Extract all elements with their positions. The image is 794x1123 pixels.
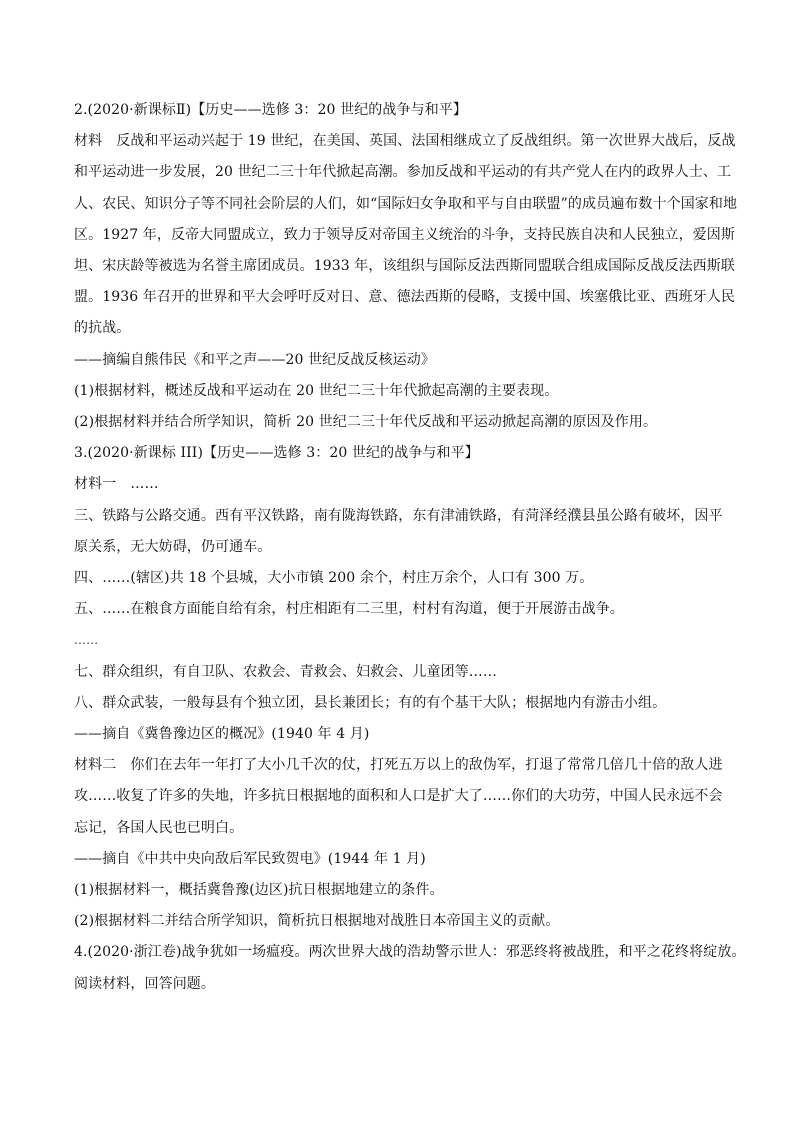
source-citation: ——摘编自熊伟民《和平之声——20 世纪反战反核运动》 (74, 351, 435, 368)
material-text-line: 材料二 你们在去年一年打了大小几千次的仗，打死五万以上的敌伪军，打退了常常几倍几十倍的敌人进 (74, 757, 723, 774)
question-4-heading: 4.(2020·浙江卷)战争犹如一场瘟疫。两次世界大战的浩劫警示世人：邪恶终将被战胜，和平之花终将绽放。 (74, 944, 746, 961)
material-text-line: 的抗战。 (74, 320, 131, 337)
material-text-line: 四、……(辖区)共 18 个县城，大小市镇 200 余个，村庄万余个，人口有 300 万。 (74, 570, 594, 587)
material-text-line: 材料 反战和平运动兴起于 19 世纪，在美国、英国、法国相继成立了反战组织。第一次世界大战后，反战 (74, 133, 736, 150)
material-text-line: 八、群众武装，一般每县有个独立团，县长兼团长；有的有个基干大队；根据地内有游击小组。 (74, 694, 667, 711)
sub-question: (2)根据材料二并结合所学知识，简析抗日根据地对战胜日本帝国主义的贡献。 (74, 913, 560, 930)
material-text-line: 忘记，各国人民也已明白。 (74, 819, 244, 836)
material-text-line: 五、……在粮食方面能自给有余，村庄相距有二三里，村村有沟道，便于开展游击战争。 (74, 601, 624, 618)
material-text-line: 七、群众组织，有自卫队、农救会、青救会、妇救会、儿童团等…… (74, 663, 497, 680)
source-citation: ——摘自《中共中央向敌后军民致贺电》(1944 年 1 月) (74, 850, 426, 867)
sub-question: (1)根据材料一，概括冀鲁豫(边区)抗日根据地建立的条件。 (74, 882, 444, 899)
question-3-heading: 3.(2020·新课标 III)【历史——选修 3：20 世纪的战争与和平】 (74, 445, 479, 462)
material-text-line: 人、农民、知识分子等不同社会阶层的人们，如“国际妇女争取和平与自由联盟”的成员遍布数十个国家和地 (74, 195, 738, 212)
material-label: 材料一 …… (74, 476, 159, 493)
sub-question: (2)根据材料并结合所学知识，简析 20 世纪二三十年代反战和平运动掀起高潮的原因及作用。 (74, 414, 658, 431)
sub-question: (1)根据材料，概述反战和平运动在 20 世纪二三十年代掀起高潮的主要表现。 (74, 382, 559, 399)
material-text-line: 攻……收复了许多的失地，许多抗日根据地的面积和人口是扩大了……你们的大功劳，中国人民永远不会 (74, 788, 723, 805)
material-text-line: 三、铁路与公路交通。西有平汉铁路，南有陇海铁路，东有津浦铁路，有菏泽经濮县虽公路有破坏，因平 (74, 507, 723, 524)
document-body (74, 95, 746, 1000)
material-text-line: 和平运动进一步发展，20 世纪二三十年代掀起高潮。参加反战和平运动的有共产党人在内的政界人士、工 (74, 164, 732, 181)
ellipsis-line: …… (74, 633, 99, 648)
material-text-line: 区。1927 年，反帝大同盟成立，致力于领导反对帝国主义统治的斗争，支持民族自决和人民独立，爱因斯 (74, 226, 735, 243)
instruction-line: 阅读材料，回答问题。 (74, 975, 215, 992)
material-text-line: 坦、宋庆龄等被选为名誉主席团成员。1933 年，该组织与国际反法西斯同盟联合组成国际反战反法西斯联 (74, 258, 735, 275)
question-2-heading: 2.(2020·新课标Ⅱ)【历史——选修 3：20 世纪的战争与和平】 (74, 102, 467, 118)
source-citation: ——摘自《冀鲁豫边区的概况》(1940 年 4 月) (74, 726, 370, 743)
material-text-line: 盟。1936 年召开的世界和平大会呼吁反对日、意、德法西斯的侵略，支援中国、埃塞俄比亚、西班牙人民 (74, 289, 735, 306)
material-text-line: 原关系，无大妨碍，仍可通车。 (74, 538, 272, 555)
